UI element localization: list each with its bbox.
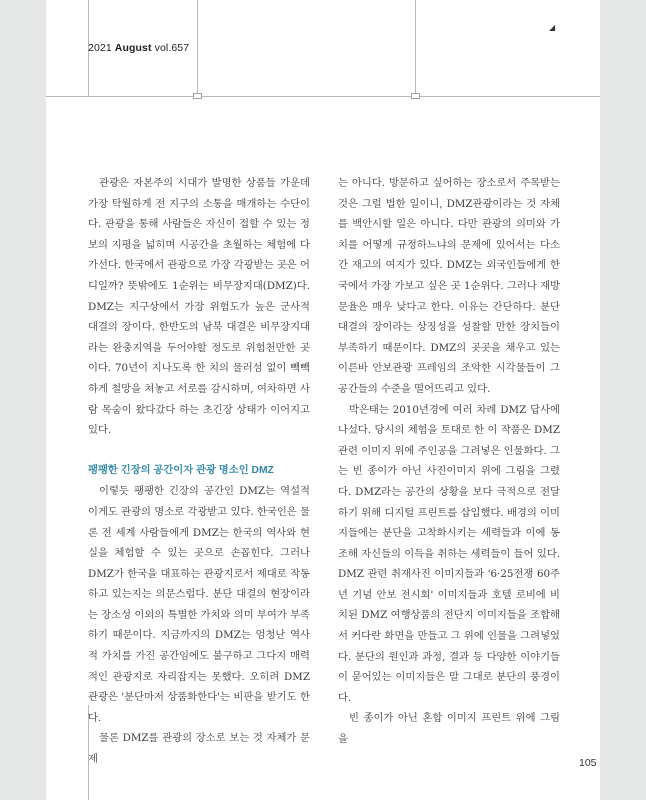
right-text-column (338, 173, 560, 750)
guide-line (415, 0, 416, 96)
body-paragraph: 물론 DMZ를 관광의 장소로 보는 것 자체가 문제 (88, 732, 310, 766)
corner-marker-icon: ◢ (549, 23, 556, 32)
right-margin-strip (600, 0, 646, 800)
guide-line (197, 0, 198, 96)
body-paragraph: 이렇듯 팽팽한 긴장의 공간인 DMZ는 역설적이게도 관광의 명소로 각광받고 있다. 한국인은 물론 전 세계 사람들에게 DMZ는 한국의 역사와 현실을 체험할 수 있는 곳으로 손꼽힌다. 그러나 DMZ가 한국을 대표하는 관광지로서 제대로 작동하고 있는지는 의문스럽다. 분단 대결의 현장이라는 장소성 이외의 특별한 가치와 의미 부여가 부족하기 때문이다. 지금까지의 DMZ는 엄청난 역사적 가치를 가진 공간임에도 불구하고 그다지 매력적인 관광지로 자리잡지는 못했다. 오히려 DMZ관광은 '분단마저 상품화한다'는 비판을 받기도 한다. (88, 485, 310, 724)
issue-header (88, 42, 189, 54)
section-subheading: 팽팽한 긴장의 공간이자 관광 명소인 DMZ (88, 464, 274, 476)
rule-clip-marker (193, 93, 202, 99)
header-rule (46, 96, 600, 97)
issue-month: August (114, 42, 152, 54)
body-paragraph: 빈 종이가 아닌 혼합 이미지 프린트 위에 그림을 (338, 712, 560, 746)
body-paragraph: 박은태는 2010년경에 여러 차례 DMZ 답사에 나섰다. 당시의 체험을 토대로 한 이 작품은 DMZ 관련 이미지 위에 주인공을 그려넣은 인물화다. 그는 빈 종이가 아닌 사진이미지 위에 그림을 그렸다. DMZ라는 공간의 상황을 보다 극적으로 전달하기 위해 디지털 프린트를 삽입했다. 배경의 이미지들에는 분단을 고착화시키는 세력들과 이에 동조해 자신들의 이득을 취하는 세력들이 들어 있다. DMZ 관련 취재사진 이미지들과 '6·25전쟁 60주년 기념 안보 전시회' 이미지들과 호텔 로비에 비치된 DMZ 여행상품의 전단지 이미지들을 조합해서 커다란 화면을 만들고 그 위에 인물을 그려넣었다. 분단의 원인과 과정, 결과 등 다양한 이야기들이 묻어있는 이미지들은 말 그대로 분단의 풍경이다. (338, 403, 560, 704)
left-text-column (88, 173, 310, 770)
rule-clip-marker (411, 93, 420, 99)
issue-volume: vol.657 (154, 42, 190, 54)
page-number: 105 (579, 757, 597, 769)
issue-year: 2021 (88, 42, 112, 54)
body-paragraph: 는 아니다. 방문하고 싶어하는 장소로서 주목받는 것은 그럴 법한 일이니, DMZ관광이라는 것 자체를 백안시할 일은 아니다. 다만 관광의 의미와 가치를 어떻게 규정하느냐의 문제에 있어서는 다소간 재고의 여지가 있다. DMZ는 외국인들에게 한국에서 가장 가보고 싶은 곳 1순위다. 그러나 재방문율은 매우 낮다고 한다. 이유는 간단하다. 분단 대결의 장이라는 상징성을 성찰할 만한 장치들이 부족하기 때문이다. DMZ의 곳곳을 채우고 있는 이른바 안보관광 프레임의 조악한 시각물들이 그 공간들의 수준을 떨어뜨리고 있다. (338, 177, 560, 395)
body-paragraph: 관광은 자본주의 시대가 발명한 상품들 가운데 가장 탁월하게 전 지구의 소통을 매개하는 수단이다. 관광을 통해 사람들은 자신이 접할 수 있는 정보의 지평을 넓히며 시공간을 초월하는 체험에 다가선다. 한국에서 관광으로 가장 각광받는 곳은 어디일까? 뜻밖에도 1순위는 비무장지대(DMZ)다. DMZ는 지구상에서 가장 위험도가 높은 군사적 대결의 장이다. 한반도의 남북 대결은 비무장지대라는 완충지역을 두어야할 정도로 위험천만한 곳이다. 70년이 지나도록 한 치의 물러섬 없이 빽빽하게 철망을 쳐놓고 서로를 감시하며, 여차하면 사람 목숨이 왔다갔다 하는 초긴장 상태가 이어지고 있다. (88, 177, 310, 437)
